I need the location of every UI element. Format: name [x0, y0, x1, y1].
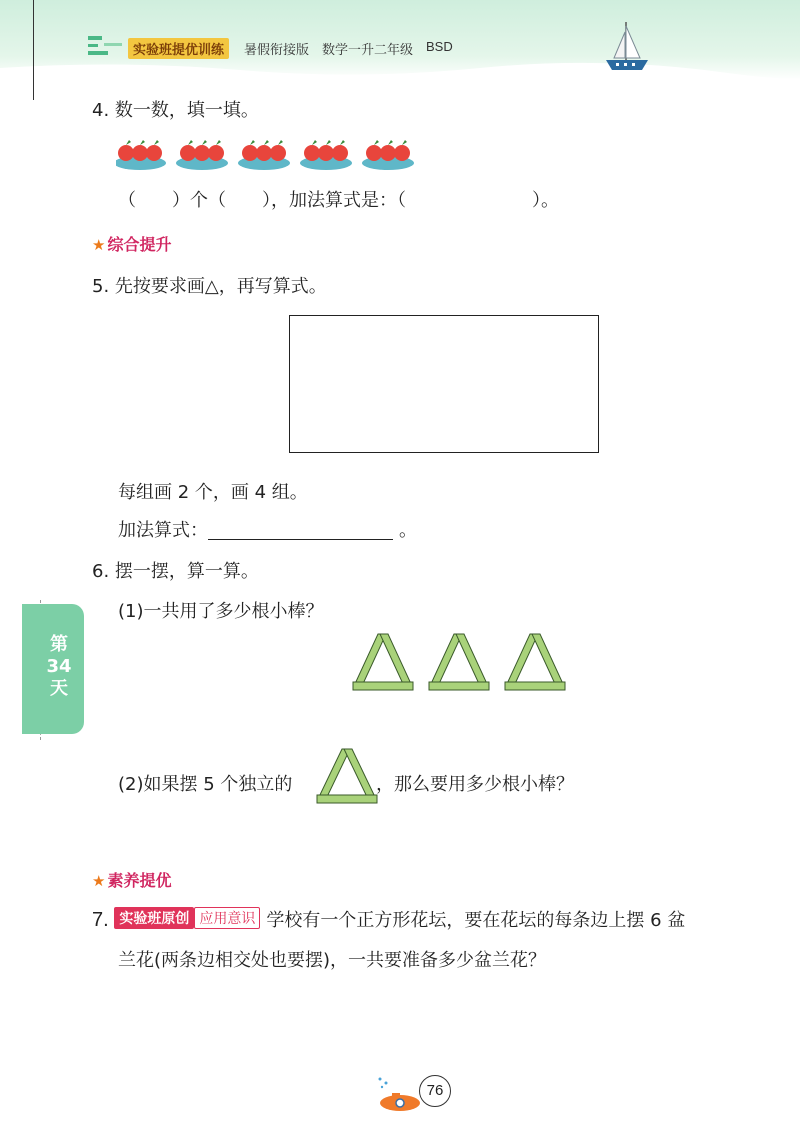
- subject-grade-label: 数学一升二年级: [322, 43, 414, 58]
- star-icon: ★: [92, 872, 106, 890]
- q6-part2-after: ，那么要用多少根小棒？: [376, 774, 574, 795]
- q5-title: 5. 先按要求画△，再写算式。: [92, 276, 327, 297]
- q4-title: 4. 数一数，填一填。: [92, 100, 259, 121]
- formula-answer-line[interactable]: [208, 521, 393, 540]
- header-deco-icon: [88, 34, 124, 56]
- series-badge: 实验班提优训练: [128, 38, 229, 59]
- star-icon: ★: [92, 236, 106, 254]
- apple-plate-icon: [176, 140, 228, 170]
- drawing-box[interactable]: [289, 315, 599, 453]
- formula-label: 加法算式：: [118, 520, 208, 541]
- q4-fill-line: （ ）个（ ），加法算式是：（ ）。: [118, 190, 559, 211]
- apple-plate-icon: [116, 140, 166, 170]
- page-number: 76: [419, 1075, 451, 1107]
- tag-original: 实验班原创: [114, 907, 194, 929]
- side-tab-text: 第34天: [46, 634, 72, 699]
- edition-label: 暑假衔接版: [244, 43, 310, 58]
- stick-triangle-icon: [505, 634, 565, 690]
- q6-part1: (1)一共用了多少根小棒？: [118, 601, 324, 622]
- apple-plate-icon: [238, 140, 290, 170]
- apple-plate-icon: [300, 140, 352, 170]
- q7-line1: 学校有一个正方形花坛，要在花坛的每条边上摆 6 盆: [266, 910, 686, 931]
- section-title-comprehensive: ★ 综合提升: [92, 235, 172, 254]
- apple-plate-icon: [362, 140, 414, 170]
- q7-line2: 兰花(两条边相交处也要摆)，一共要准备多少盆兰花？: [118, 950, 547, 971]
- formula-end: 。: [399, 520, 417, 541]
- stick-triangle-icon: [316, 745, 378, 807]
- section-title-literacy: ★ 素养提优: [92, 871, 172, 890]
- boat-icon: [600, 18, 652, 74]
- q6-title: 6. 摆一摆，算一算。: [92, 561, 259, 582]
- left-margin-rule: [33, 0, 34, 100]
- publisher-label: BSD: [426, 39, 453, 54]
- q7-line1-row: [92, 906, 685, 932]
- q6-part2-before: (2)如果摆 5 个独立的: [118, 774, 293, 795]
- q5-formula-row: [118, 516, 417, 542]
- q7-number: 7.: [92, 909, 109, 931]
- stick-triangles: [352, 630, 582, 696]
- apple-groups: [116, 133, 416, 173]
- stick-triangle-icon: [429, 634, 489, 690]
- stick-triangle-icon: [353, 634, 413, 690]
- header-wave: [0, 58, 800, 88]
- q5-instruction: 每组画 2 个，画 4 组。: [118, 482, 308, 503]
- tag-application: 应用意识: [194, 907, 260, 929]
